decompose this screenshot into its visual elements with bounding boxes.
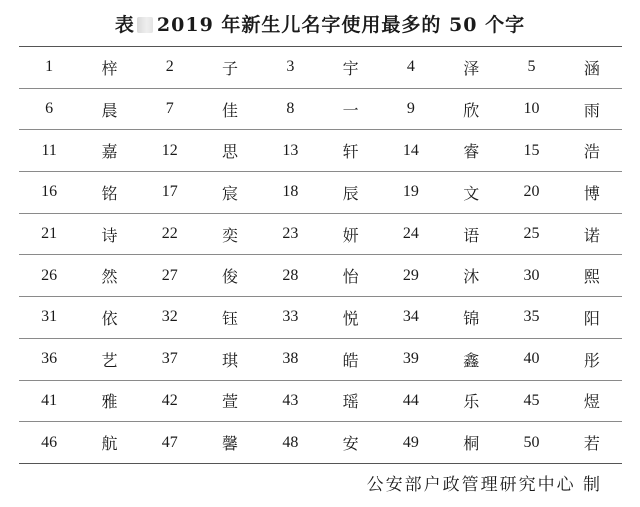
rank-cell: 45: [523, 391, 540, 409]
rank-cell: 19: [402, 183, 419, 201]
rank-cell: 23: [282, 225, 299, 243]
rank-cell: 11: [41, 141, 57, 159]
character-cell: 馨: [222, 434, 239, 454]
character-cell: 思: [222, 142, 239, 162]
character-cell: 诗: [101, 225, 118, 245]
rank-cell: 34: [402, 308, 419, 326]
table-row: [19, 88, 622, 130]
title-prefix: 表: [114, 14, 135, 36]
rank-cell: 46: [41, 433, 58, 451]
character-cell: 文: [463, 183, 480, 203]
source-credit: 公安部户政管理研究中心 制: [366, 475, 602, 495]
rank-cell: 38: [282, 350, 299, 368]
character-cell: 子: [222, 58, 239, 78]
rank-cell: 42: [161, 391, 178, 409]
character-cell: 若: [583, 434, 600, 454]
character-cell: 然: [101, 267, 118, 287]
character-cell: 锦: [463, 308, 480, 328]
character-cell: 阳: [583, 308, 600, 328]
table-row: [19, 338, 622, 380]
rank-cell: 12: [161, 141, 178, 159]
blurred-table-number: [137, 17, 153, 33]
character-cell: 轩: [342, 142, 359, 162]
table-row: [19, 255, 622, 297]
character-cell: 涵: [583, 58, 600, 78]
character-cell: 萱: [222, 392, 239, 412]
character-cell: 博: [583, 183, 600, 203]
character-cell: 悦: [342, 308, 359, 328]
rank-cell: 18: [282, 183, 299, 201]
character-cell: 琪: [222, 350, 239, 370]
rank-cell: 32: [161, 308, 178, 326]
character-cell: 艺: [101, 350, 118, 370]
rank-cell: 36: [41, 350, 58, 368]
rank-cell: 21: [41, 225, 58, 243]
rank-cell: 24: [402, 225, 419, 243]
rank-cell: 13: [282, 141, 299, 159]
table-row: [19, 130, 622, 172]
character-cell: 熙: [583, 267, 600, 287]
rank-cell: 15: [523, 141, 540, 159]
rank-cell: 7: [165, 100, 174, 118]
rank-cell: 22: [161, 225, 178, 243]
rank-cell: 8: [286, 100, 295, 118]
rank-cell: 5: [527, 58, 536, 76]
rank-cell: 50: [523, 433, 540, 451]
character-cell: 雅: [101, 392, 118, 412]
character-cell: 妍: [342, 225, 359, 245]
table-row: [19, 422, 622, 464]
rank-cell: 30: [523, 266, 540, 284]
rank-cell: 20: [523, 183, 540, 201]
character-cell: 钰: [222, 308, 239, 328]
rank-cell: 25: [523, 225, 540, 243]
rank-cell: 48: [282, 433, 299, 451]
table-row: [19, 213, 622, 255]
table-row: [19, 47, 622, 89]
character-cell: 依: [101, 308, 118, 328]
rank-cell: 26: [41, 266, 58, 284]
rank-cell: 44: [402, 391, 419, 409]
rank-cell: 14: [402, 141, 419, 159]
table-row: [19, 297, 622, 339]
rank-cell: 1: [45, 58, 54, 76]
character-cell: 乐: [463, 392, 480, 412]
rank-cell: 17: [161, 183, 178, 201]
character-cell: 煜: [583, 392, 600, 412]
rank-cell: 35: [523, 308, 540, 326]
character-cell: 梓: [101, 58, 118, 78]
table-row: [19, 380, 622, 422]
rank-cell: 9: [406, 100, 415, 118]
rank-cell: 27: [161, 266, 178, 284]
table-title: [0, 10, 640, 37]
character-cell: 桐: [463, 434, 480, 454]
rank-cell: 29: [402, 266, 419, 284]
character-cell: 航: [101, 434, 118, 454]
character-cell: 宇: [342, 58, 359, 78]
rank-cell: 49: [402, 433, 419, 451]
rank-cell: 2: [165, 58, 174, 76]
character-cell: 雨: [583, 100, 600, 120]
names-table: [19, 46, 622, 464]
rank-cell: 41: [41, 391, 58, 409]
names-table-container: [19, 46, 622, 464]
rank-cell: 47: [161, 433, 178, 451]
rank-cell: 43: [282, 391, 299, 409]
character-cell: 宸: [222, 183, 239, 203]
rank-cell: 40: [523, 350, 540, 368]
names-table-body: [19, 47, 622, 464]
rank-cell: 39: [402, 350, 419, 368]
character-cell: 辰: [342, 183, 359, 203]
character-cell: 铭: [101, 183, 118, 203]
table-row: [19, 172, 622, 214]
character-cell: 怡: [342, 267, 359, 287]
character-cell: 浩: [583, 142, 600, 162]
title-text: 2019 年新生儿名字使用最多的 50 个字: [156, 14, 526, 36]
character-cell: 泽: [463, 58, 480, 78]
character-cell: 奕: [222, 225, 239, 245]
character-cell: 语: [463, 225, 480, 245]
rank-cell: 31: [41, 308, 58, 326]
rank-cell: 6: [45, 100, 54, 118]
character-cell: 睿: [463, 142, 480, 162]
character-cell: 嘉: [101, 142, 118, 162]
character-cell: 欣: [463, 100, 480, 120]
character-cell: 晨: [101, 100, 118, 120]
character-cell: 皓: [342, 350, 359, 370]
character-cell: 鑫: [463, 350, 480, 370]
character-cell: 一: [342, 100, 359, 120]
character-cell: 俊: [222, 267, 239, 287]
character-cell: 佳: [222, 100, 239, 120]
rank-cell: 10: [523, 100, 540, 118]
rank-cell: 33: [282, 308, 299, 326]
rank-cell: 3: [286, 58, 295, 76]
rank-cell: 16: [41, 183, 58, 201]
character-cell: 安: [342, 434, 359, 454]
character-cell: 彤: [583, 350, 600, 370]
rank-cell: 37: [161, 350, 178, 368]
character-cell: 沐: [463, 267, 480, 287]
rank-cell: 28: [282, 266, 299, 284]
character-cell: 瑶: [342, 392, 359, 412]
character-cell: 诺: [583, 225, 600, 245]
rank-cell: 4: [406, 58, 415, 76]
